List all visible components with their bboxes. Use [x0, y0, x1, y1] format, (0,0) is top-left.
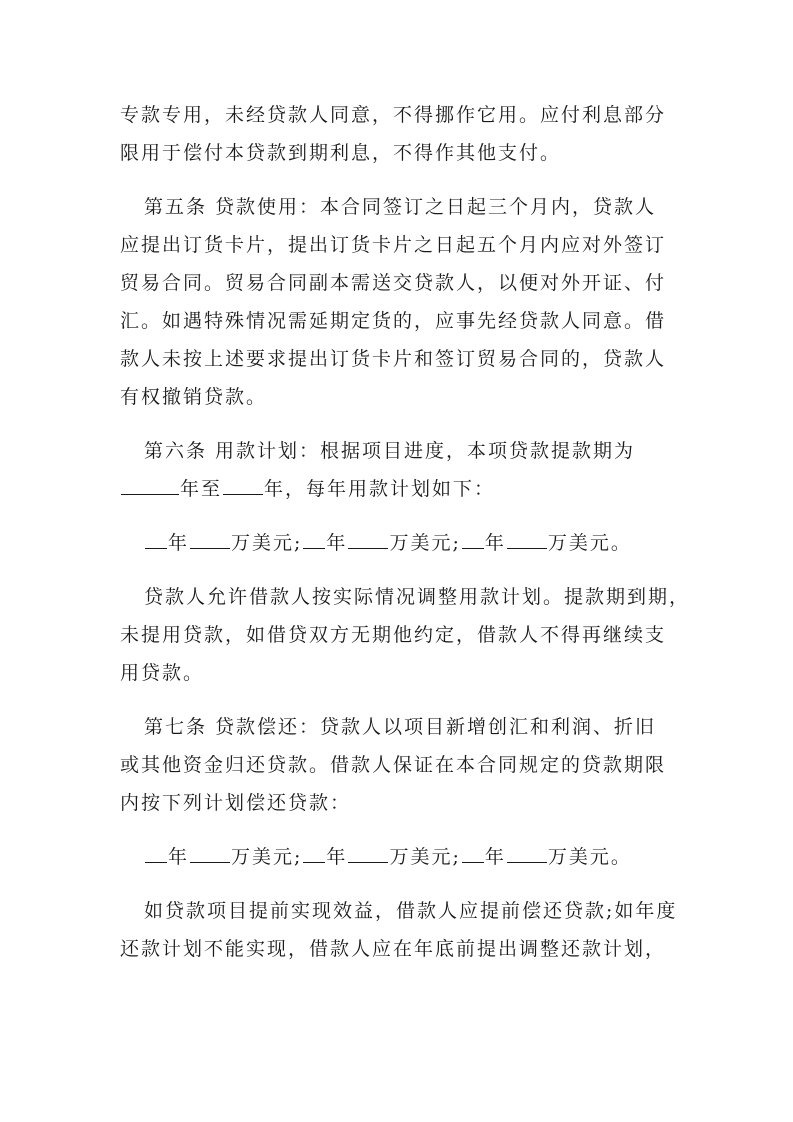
- text-line: 款人未按上述要求提出订货卡片和签订贸易合同的，贷款人: [120, 348, 667, 370]
- text-line: 汇。如遇特殊情况需延期定货的，应事先经贷款人同意。借: [120, 310, 667, 332]
- early-repayment: [120, 892, 680, 968]
- text-line: 限用于偿付本贷款到期利息，不得作其他支付。: [120, 142, 562, 164]
- text-fragment: 年: [168, 846, 190, 868]
- plan-adjustment: [120, 578, 691, 692]
- text-fragment: 年至: [180, 478, 223, 500]
- blank-field: [190, 840, 230, 863]
- article-7: [120, 708, 680, 822]
- text-fragment: 年: [168, 532, 190, 554]
- text-fragment: 年: [326, 846, 348, 868]
- blank-field: [121, 472, 179, 495]
- text-line: 专款专用，未经贷款人同意，不得挪作它用。应付利息部分: [120, 104, 667, 126]
- repayment-plan: [120, 838, 680, 876]
- text-fragment: 万美元;: [231, 846, 303, 868]
- text-line: 第五条 贷款使用：本合同签订之日起三个月内，贷款人: [144, 196, 657, 218]
- text-fragment: 万美元;: [389, 532, 461, 554]
- loan-term-line: [120, 470, 680, 508]
- blank-field: [145, 526, 167, 549]
- paragraph-continuation: [120, 96, 680, 172]
- blank-field: [348, 526, 388, 549]
- text-fragment: 年: [326, 532, 348, 554]
- document-page: [120, 96, 691, 984]
- blank-field: [303, 840, 325, 863]
- blank-field: [348, 840, 388, 863]
- text-fragment: 万美元;: [231, 532, 303, 554]
- text-line: 内按下列计划偿还贷款：: [120, 792, 352, 814]
- text-line: 第七条 贷款偿还：贷款人以项目新增创汇和利润、折旧: [144, 716, 657, 738]
- text-line: 用贷款。: [120, 662, 205, 684]
- text-fragment: 万美元。: [547, 846, 632, 868]
- text-line: 第六条 用款计划：根据项目进度，本项贷款提款期为: [144, 440, 636, 462]
- plan-line: [120, 838, 680, 876]
- blank-field: [462, 840, 484, 863]
- text-line: 应提出订货卡片，提出订货卡片之日起五个月内应对外签订: [120, 234, 667, 256]
- article-5: [120, 188, 680, 416]
- text-line: 贷款人允许借款人按实际情况调整用款计划。提款期到期，: [144, 586, 691, 608]
- blank-field: [462, 526, 484, 549]
- text-line: 还款计划不能实现，借款人应在年底前提出调整还款计划，: [120, 938, 667, 960]
- text-line: 有权撤销贷款。: [120, 386, 268, 408]
- text-line: 或其他资金归还贷款。借款人保证在本合同规定的贷款期限: [120, 754, 667, 776]
- text-line: 贸易合同。贸易合同副本需送交贷款人，以便对外开证、付: [120, 272, 667, 294]
- blank-field: [223, 472, 263, 495]
- text-fragment: 万美元;: [389, 846, 461, 868]
- article-6: [120, 432, 680, 508]
- blank-field: [507, 526, 547, 549]
- text-line: 未提用贷款，如借贷双方无期他约定，借款人不得再继续支: [120, 624, 667, 646]
- text-fragment: 万美元。: [547, 532, 632, 554]
- text-fragment: 年: [484, 846, 506, 868]
- blank-field: [190, 526, 230, 549]
- drawdown-plan: [120, 524, 680, 562]
- text-fragment: 年，每年用款计划如下：: [264, 478, 496, 500]
- plan-line: [120, 524, 680, 562]
- blank-field: [303, 526, 325, 549]
- blank-field: [507, 840, 547, 863]
- blank-field: [145, 840, 167, 863]
- text-fragment: 年: [484, 532, 506, 554]
- text-line: 如贷款项目提前实现效益，借款人应提前偿还贷款;如年度: [144, 900, 678, 922]
